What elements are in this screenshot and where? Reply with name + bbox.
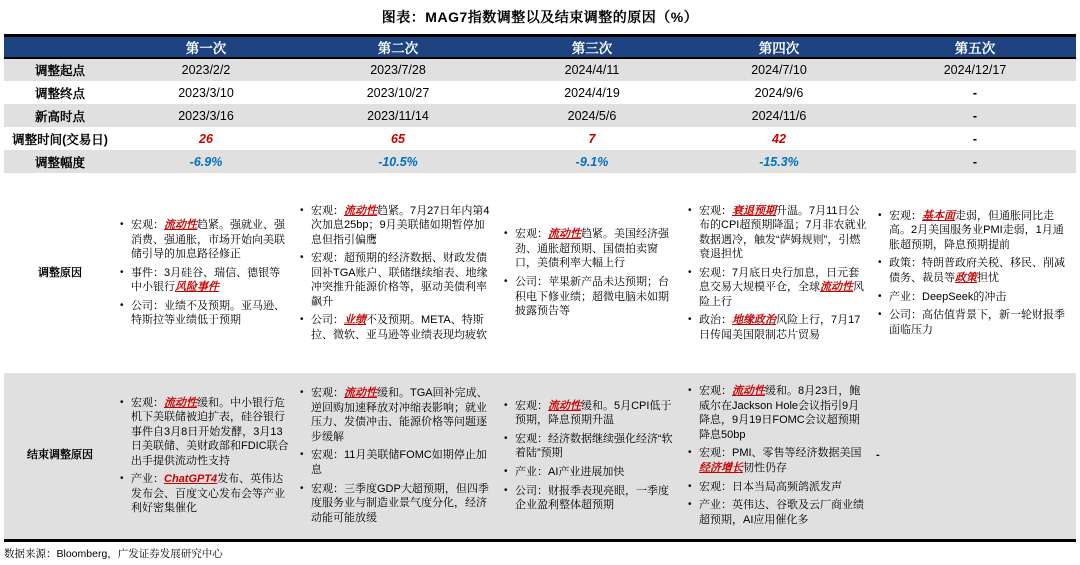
reason-list <box>298 204 494 343</box>
reason-cell-empty: - <box>874 373 1076 540</box>
reason-text: 宏观： <box>889 209 922 222</box>
date-cell: 2024/12/17 <box>874 58 1076 81</box>
highlighted-term: 流动性 <box>820 281 853 294</box>
reason-list <box>118 218 290 328</box>
reason-text: 产业：英伟达、谷歌及云厂商业绩超预期，AI应用催化多 <box>699 499 864 526</box>
date-cell: 2023/10/27 <box>366 85 430 100</box>
reason-text: 产业： <box>131 473 164 486</box>
reason-cell <box>116 173 296 373</box>
reason-text: 宏观：7月底日央行加息，日元套息交易大规模平仓，全球 <box>699 266 860 294</box>
highlighted-term: 政策 <box>955 272 977 284</box>
reason-list <box>876 209 1070 337</box>
reason-bullet <box>502 465 678 480</box>
reason-bullet <box>298 251 494 309</box>
highlighted-term: 经济增长 <box>699 462 743 474</box>
reason-text: 产业：AI产业进展加快 <box>515 466 625 478</box>
duration-cell: 7 <box>588 131 596 146</box>
duration-cell: 42 <box>772 131 786 146</box>
row-label: 调整幅度 <box>4 150 116 173</box>
reason-cell <box>500 173 684 373</box>
reason-bullet <box>686 480 868 495</box>
magnitude-cell: -9.1% <box>500 150 684 173</box>
highlighted-term: 流动性 <box>164 396 197 409</box>
reason-bullet <box>876 209 1070 253</box>
highlighted-term: ChatGPT4 <box>164 473 218 486</box>
page-title: 图表：MAG7指数调整以及结束调整的原因（%） <box>381 9 699 25</box>
reason-bullet <box>502 399 678 428</box>
reason-cell <box>874 173 1076 373</box>
reason-cell <box>116 373 296 540</box>
row-label: 调整时间(交易日) <box>12 132 108 147</box>
reason-text: 公司：财报季表现亮眼，一季度企业盈利整体超预期 <box>515 484 669 512</box>
reason-text: 公司：苹果新产品未达预期；台积电下修业绩；超微电脑未如期披露预告等 <box>515 276 669 318</box>
row-label: 调整原因 <box>38 266 82 279</box>
row-label: 调整起点 <box>4 58 116 81</box>
table-row-adjust-reason <box>4 173 1076 373</box>
source-note: 数据来源：Bloomberg，广发证券发展研究中心 <box>4 547 223 560</box>
reason-text: 缓和。5月CPI低于预期，降息预期升温 <box>515 399 672 427</box>
column-header-fifth: 第五次 <box>874 36 1076 59</box>
reason-text: 宏观： <box>131 219 164 232</box>
row-label: 调整终点 <box>34 86 85 101</box>
header-row <box>4 36 1076 59</box>
reason-list <box>686 384 868 527</box>
reason-bullet <box>502 275 678 319</box>
date-cell: 2023/11/14 <box>296 104 500 127</box>
table-row-new-high <box>4 104 1076 127</box>
table-row-magnitude <box>4 150 1076 173</box>
reason-bullet <box>686 384 868 442</box>
date-cell: 2023/3/16 <box>116 104 296 127</box>
reason-text: 产业：DeepSeek的冲击 <box>889 290 1007 303</box>
magnitude-cell: -15.3% <box>684 150 874 173</box>
highlighted-term: 流动性 <box>344 204 377 217</box>
reason-text: 发布、英伟达发布会、百度文心发布会等产业利好密集催化 <box>131 473 285 515</box>
date-cell: 2024/11/6 <box>684 104 874 127</box>
reason-list <box>502 227 678 318</box>
reason-list <box>502 399 678 513</box>
table-row-start <box>4 58 1076 81</box>
reason-text: 宏观： <box>699 204 732 217</box>
reason-text: 不及预期。META、特斯拉、微软、亚马逊等业绩表现均疲软 <box>311 314 487 341</box>
date-cell: - <box>972 85 978 100</box>
table-row-end <box>4 81 1076 104</box>
reason-text: 宏观： <box>311 204 344 217</box>
reason-bullet <box>118 472 290 516</box>
reason-text: 宏观：三季度GDP大超预期，但四季度服务业与制造业景气度分化，经济动能可能放缓 <box>311 482 489 524</box>
highlighted-term: 流动性 <box>344 387 377 400</box>
reason-bullet <box>686 446 868 475</box>
highlighted-term: 流动性 <box>732 385 765 398</box>
reason-cell <box>500 373 684 540</box>
magnitude-cell: -10.5% <box>296 150 500 173</box>
reason-text: 宏观： <box>699 385 732 398</box>
reason-bullet <box>118 299 290 328</box>
reason-bullet <box>298 448 494 477</box>
highlighted-term: 基本面 <box>922 209 955 222</box>
magnitude-cell: - <box>874 150 1076 173</box>
date-cell: 2024/4/11 <box>500 58 684 81</box>
reason-bullet <box>686 313 868 342</box>
reason-bullet <box>298 482 494 526</box>
reason-text: 宏观： <box>131 396 164 409</box>
reason-text: 宏观： <box>515 228 548 241</box>
reason-text: 宏观：经济数据继续强化经济“软着陆”预期 <box>515 432 673 460</box>
reason-bullet <box>298 204 494 248</box>
highlighted-term: 业绩 <box>344 314 366 327</box>
reason-text: 宏观： <box>311 387 344 400</box>
column-header-second: 第二次 <box>296 36 500 59</box>
date-cell: 2023/3/10 <box>178 85 234 100</box>
row-label: 结束调整原因 <box>4 373 116 540</box>
reason-text: 缓和。中小银行危机下美联储被迫扩表，硅谷银行事件自3月8日开始发酵，3月13日美联储、美财政部和FDIC联合出手提供流动性支持 <box>131 396 289 467</box>
date-cell: 2023/2/2 <box>116 58 296 81</box>
reason-text: 公司： <box>311 314 344 327</box>
reason-bullet <box>876 290 1070 305</box>
highlighted-term: 衰退预期 <box>732 204 776 217</box>
highlighted-term: 风险事件 <box>175 281 219 294</box>
reason-text: 升温。7月11日公布的CPI超预期降温；7月非农就业数据遇冷，触发“萨姆规则”，引燃衰退担忧 <box>699 204 867 261</box>
reason-bullet <box>876 256 1070 285</box>
row-label: 新高时点 <box>4 104 116 127</box>
reason-text: 风险上行，7月17日传闻美国限制芯片贸易 <box>699 314 861 341</box>
reason-text: 走弱，但通胀同比走高。2月美国服务业PMI走弱，1月通胀超预期，降息预期提前 <box>889 209 1064 251</box>
table-row-end-reason <box>4 373 1076 540</box>
date-cell: 2024/4/19 <box>564 85 620 100</box>
reason-text: 担忧 <box>977 272 999 284</box>
highlighted-term: 流动性 <box>548 228 581 241</box>
reason-bullet <box>686 266 868 310</box>
reason-cell <box>684 173 874 373</box>
reason-text: 缓和。8月23日，鲍威尔在Jackson Hole会议指引9月降息，9月19日FOMC会议超预期降息50bp <box>699 385 861 441</box>
reason-text: 趋紧。强就业、强消费、强通胀，市场开始向美联储引导的加息路径修正 <box>131 219 285 261</box>
reason-cell <box>684 373 874 540</box>
reason-bullet <box>502 484 678 513</box>
reason-list <box>686 204 868 343</box>
date-cell: - <box>874 104 1076 127</box>
reason-text: 宏观：日本当局高频鸽派发声 <box>699 480 842 493</box>
highlighted-term: 流动性 <box>164 219 197 232</box>
date-cell: 2024/7/10 <box>684 58 874 81</box>
column-header-third: 第三次 <box>500 36 684 59</box>
reason-text: 政治： <box>699 314 732 327</box>
reason-list <box>118 396 290 516</box>
reason-bullet <box>118 218 290 262</box>
magnitude-cell: -6.9% <box>116 150 296 173</box>
reason-bullet <box>298 386 494 444</box>
reason-bullet <box>876 308 1070 337</box>
reason-text: 风险上行 <box>699 281 864 308</box>
reason-text: 缓和。TGA回补完成、逆回购加速释放对冲缩表影响；就业压力、发债冲击、能源价格等问题逐步缓解 <box>311 387 488 443</box>
reason-text: 趋紧。7月27日年内第4次加息25bp；9月美联储如期暂停加息但指引偏鹰 <box>311 204 490 246</box>
highlighted-term: 地缘政治 <box>732 314 776 327</box>
reason-bullet <box>502 227 678 271</box>
reason-text: 事件：3月硅谷、瑞信、德银等中小银行 <box>131 266 281 294</box>
reason-bullet <box>502 432 678 461</box>
reason-bullet <box>686 498 868 527</box>
reason-bullet <box>686 204 868 262</box>
mag7-adjustment-table <box>4 34 1076 542</box>
column-header-first: 第一次 <box>116 36 296 59</box>
column-header-blank <box>4 36 116 59</box>
reason-text: 政策：特朗普政府关税、移民、削减债务、裁员等 <box>889 257 1065 284</box>
reason-text: 宏观：PMI、零售等经济数据美国 <box>699 447 862 460</box>
duration-cell: 26 <box>199 131 213 146</box>
table-row-duration <box>4 127 1076 150</box>
reason-bullet <box>298 313 494 342</box>
duration-cell: 65 <box>391 131 405 146</box>
reason-text: 宏观： <box>515 399 548 412</box>
reason-cell <box>296 173 500 373</box>
date-cell: 2023/7/28 <box>296 58 500 81</box>
reason-cell <box>296 373 500 540</box>
reason-text: 韧性仍存 <box>743 462 787 474</box>
duration-cell: - <box>972 131 978 146</box>
reason-list <box>298 386 494 525</box>
reason-text: 公司：高估值背景下，新一轮财报季面临压力 <box>889 309 1065 336</box>
reason-text: 宏观：11月美联储FOMC如期停止加息 <box>311 449 487 476</box>
date-cell: 2024/5/6 <box>500 104 684 127</box>
highlighted-term: 流动性 <box>548 399 581 412</box>
reason-text: 公司：业绩不及预期。亚马逊、特斯拉等业绩低于预期 <box>131 299 285 327</box>
date-cell: 2024/9/6 <box>754 85 804 100</box>
column-header-fourth: 第四次 <box>684 36 874 59</box>
reason-bullet <box>118 266 290 295</box>
reason-bullet <box>118 396 290 469</box>
reason-text: 趋紧。美国经济强劲、通胀超预期、国债拍卖窗口，美债利率大幅上行 <box>515 228 669 270</box>
reason-text: 宏观：超预期的经济数据、财政发债回补TGA账户、联储继续缩表、地缘冲突推升能源价格等，驱动美债利率飙升 <box>311 252 488 308</box>
